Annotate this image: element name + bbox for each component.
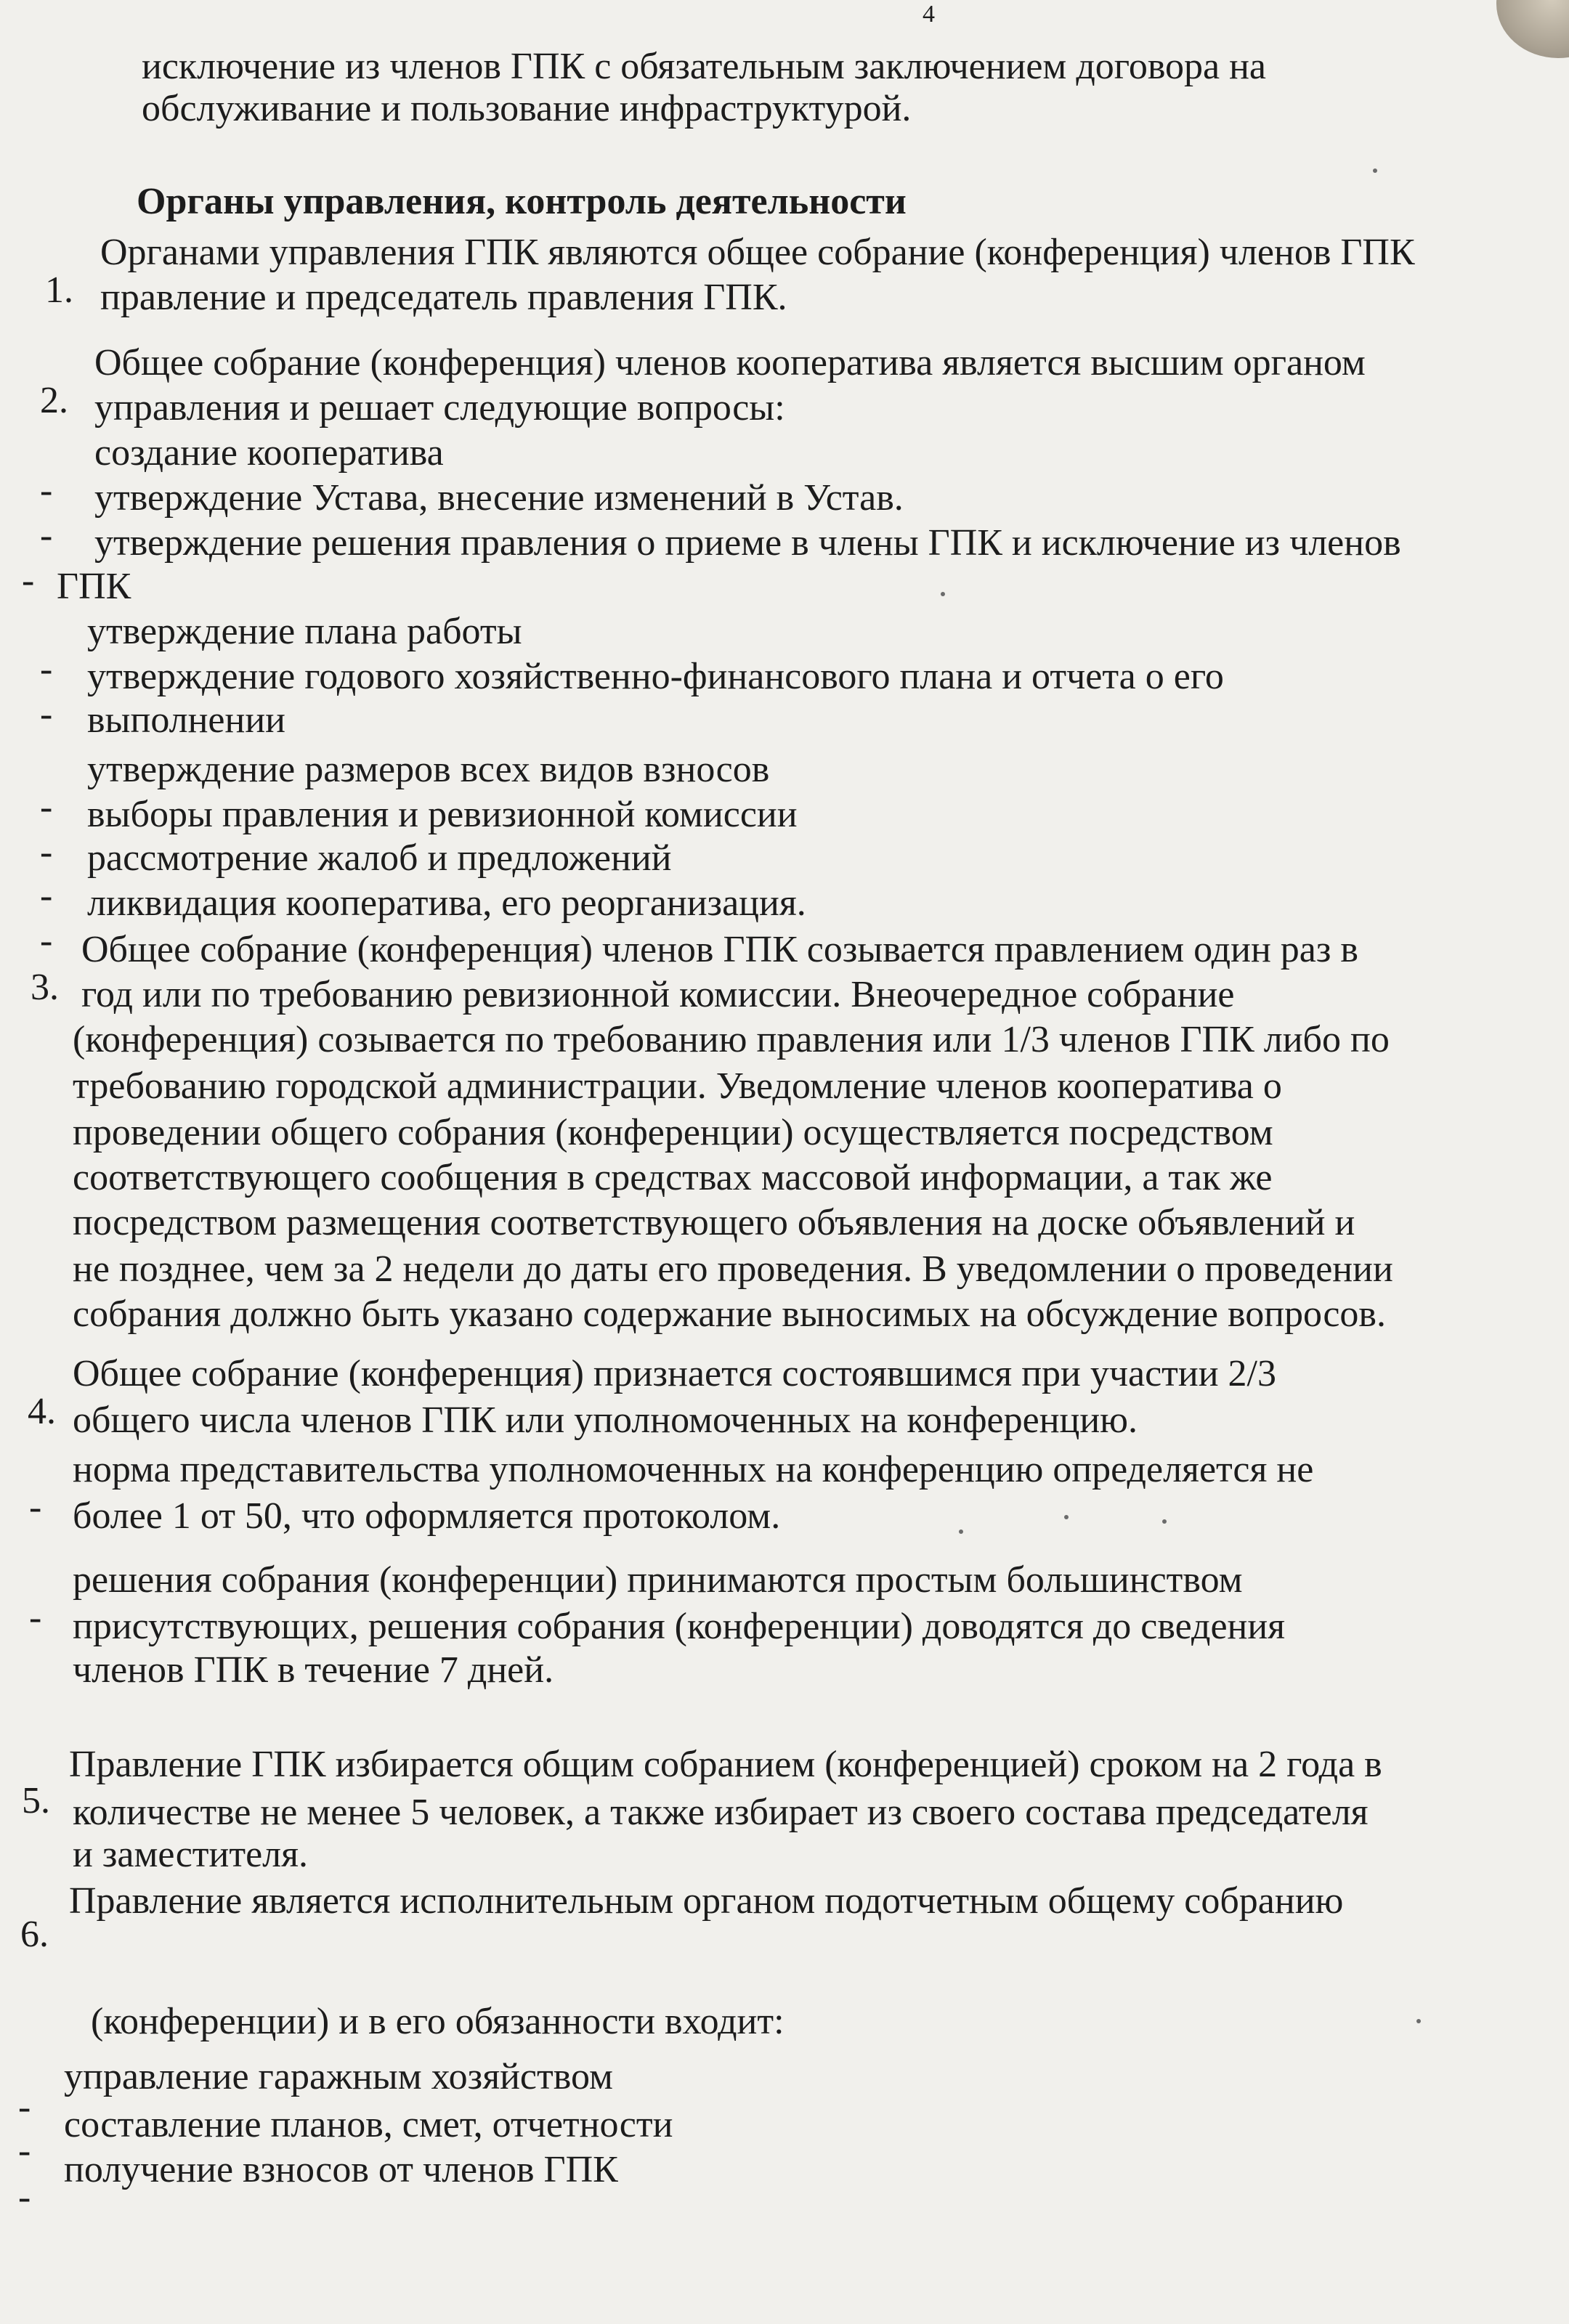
bullet-dash: - bbox=[40, 875, 53, 917]
scan-speck bbox=[959, 1529, 963, 1534]
item-4-number: 4. bbox=[28, 1391, 56, 1432]
bullet-item-continuation: членов ГПК в течение 7 дней. bbox=[73, 1649, 554, 1691]
bullet-item-continuation: выполнении bbox=[87, 699, 285, 741]
item-3-line: не позднее, чем за 2 недели до даты его проведения. В уведомлении о проведении bbox=[73, 1248, 1393, 1290]
bullet-dash: - bbox=[18, 2177, 31, 2218]
item-3-line: (конференция) созывается по требованию правления или 1/3 членов ГПК либо по bbox=[73, 1019, 1390, 1060]
item-5-line: Правление ГПК избирается общим собранием (конференцией) сроком на 2 года в bbox=[69, 1744, 1382, 1785]
intro-line-1: исключение из членов ГПК с обязательным заключением договора на bbox=[142, 46, 1267, 87]
scan-speck bbox=[1064, 1515, 1069, 1519]
bullet-dash: - bbox=[18, 2087, 31, 2128]
page-number: 4 bbox=[923, 1, 935, 28]
item-4-line-1: Общее собрание (конференция) признается состоявшимся при участии 2/3 bbox=[73, 1353, 1276, 1394]
bullet-item: утверждение размеров всех видов взносов bbox=[87, 749, 770, 790]
item-5-number: 5. bbox=[22, 1780, 50, 1821]
item-3-line: год или по требованию ревизионной комиссии. Внеочередное собрание bbox=[81, 974, 1235, 1015]
scan-speck bbox=[1162, 1519, 1167, 1524]
bullet-item: составление планов, смет, отчетности bbox=[64, 2104, 673, 2145]
item-1-line-2: правление и председатель правления ГПК. bbox=[100, 277, 787, 318]
item-3-line: требованию городской администрации. Уведомление членов кооператива о bbox=[73, 1065, 1282, 1107]
item-2-number: 2. bbox=[40, 380, 68, 421]
bullet-dash: - bbox=[40, 694, 53, 735]
bullet-item-continuation: присутствующих, решения собрания (конференции) доводятся до сведения bbox=[73, 1606, 1286, 1647]
bullet-dash: - bbox=[29, 1597, 42, 1638]
item-3-line: Общее собрание (конференция) членов ГПК созывается правлением один раз в bbox=[81, 929, 1358, 970]
scan-speck bbox=[1373, 168, 1377, 173]
bullet-dash: - bbox=[18, 2130, 31, 2171]
bullet-item: получение взносов от членов ГПК bbox=[64, 2149, 618, 2190]
bullet-item: утверждение Устава, внесение изменений в Устав. bbox=[94, 477, 904, 519]
bullet-item: решения собрания (конференции) принимаются простым большинством bbox=[73, 1559, 1243, 1601]
bullet-dash: - bbox=[40, 832, 53, 873]
bullet-item: утверждение годового хозяйственно-финансового плана и отчета о его bbox=[87, 656, 1224, 697]
bullet-item: утверждение решения правления о приеме в члены ГПК и исключение из членов bbox=[94, 522, 1401, 564]
item-6-line-1: Правление является исполнительным органом подотчетным общему собранию bbox=[69, 1880, 1344, 1922]
item-3-line: проведении общего собрания (конференции) осуществляется посредством bbox=[73, 1112, 1273, 1153]
bullet-dash: - bbox=[40, 787, 53, 828]
scan-speck bbox=[941, 592, 945, 596]
bullet-dash: - bbox=[22, 560, 35, 601]
bullet-item-continuation: ГПК bbox=[57, 566, 131, 607]
section-heading: Органы управления, контроль деятельности bbox=[137, 181, 907, 222]
item-1-number: 1. bbox=[45, 269, 73, 311]
item-3-line: соответствующего сообщения в средствах массовой информации, а так же bbox=[73, 1157, 1273, 1198]
item-5-line: и заместителя. bbox=[73, 1834, 309, 1875]
bullet-item: выборы правления и ревизионной комиссии bbox=[87, 794, 798, 835]
bullet-item: норма представительства уполномоченных на конференцию определяется не bbox=[73, 1449, 1314, 1490]
bullet-item-continuation: более 1 от 50, что оформляется протоколом. bbox=[73, 1495, 781, 1537]
bullet-item: ликвидация кооператива, его реорганизация. bbox=[87, 882, 806, 924]
bullet-item: рассмотрение жалоб и предложений bbox=[87, 837, 672, 879]
item-3-line: собрания должно быть указано содержание выносимых на обсуждение вопросов. bbox=[73, 1293, 1386, 1335]
coin-stain bbox=[1496, 0, 1569, 58]
item-2-line-1: Общее собрание (конференция) членов кооператива является высшим органом bbox=[94, 342, 1366, 383]
bullet-dash: - bbox=[40, 649, 53, 690]
bullet-item: создание кооператива bbox=[94, 432, 444, 474]
item-6-line-2: (конференции) и в его обязанности входит: bbox=[91, 2001, 784, 2042]
item-4-line-2: общего числа членов ГПК или уполномоченных на конференцию. bbox=[73, 1399, 1138, 1441]
item-3-number: 3. bbox=[31, 967, 59, 1008]
bullet-dash: - bbox=[40, 470, 53, 511]
bullet-dash: - bbox=[40, 920, 53, 962]
item-2-line-2: управления и решает следующие вопросы: bbox=[94, 387, 785, 428]
bullet-item: управление гаражным хозяйством bbox=[64, 2056, 613, 2097]
bullet-dash: - bbox=[29, 1487, 42, 1528]
item-3-line: посредством размещения соответствующего объявления на доске объявлений и bbox=[73, 1202, 1355, 1243]
intro-line-2: обслуживание и пользование инфраструктурой. bbox=[142, 88, 912, 129]
bullet-item: утверждение плана работы bbox=[87, 611, 522, 652]
item-6-number: 6. bbox=[20, 1914, 49, 1955]
item-1-line-1: Органами управления ГПК являются общее собрание (конференция) членов ГПК bbox=[100, 232, 1415, 273]
scan-speck bbox=[1416, 2019, 1421, 2023]
bullet-dash: - bbox=[40, 515, 53, 556]
item-5-line: количестве не менее 5 человек, а также избирает из своего состава председателя bbox=[73, 1792, 1369, 1833]
